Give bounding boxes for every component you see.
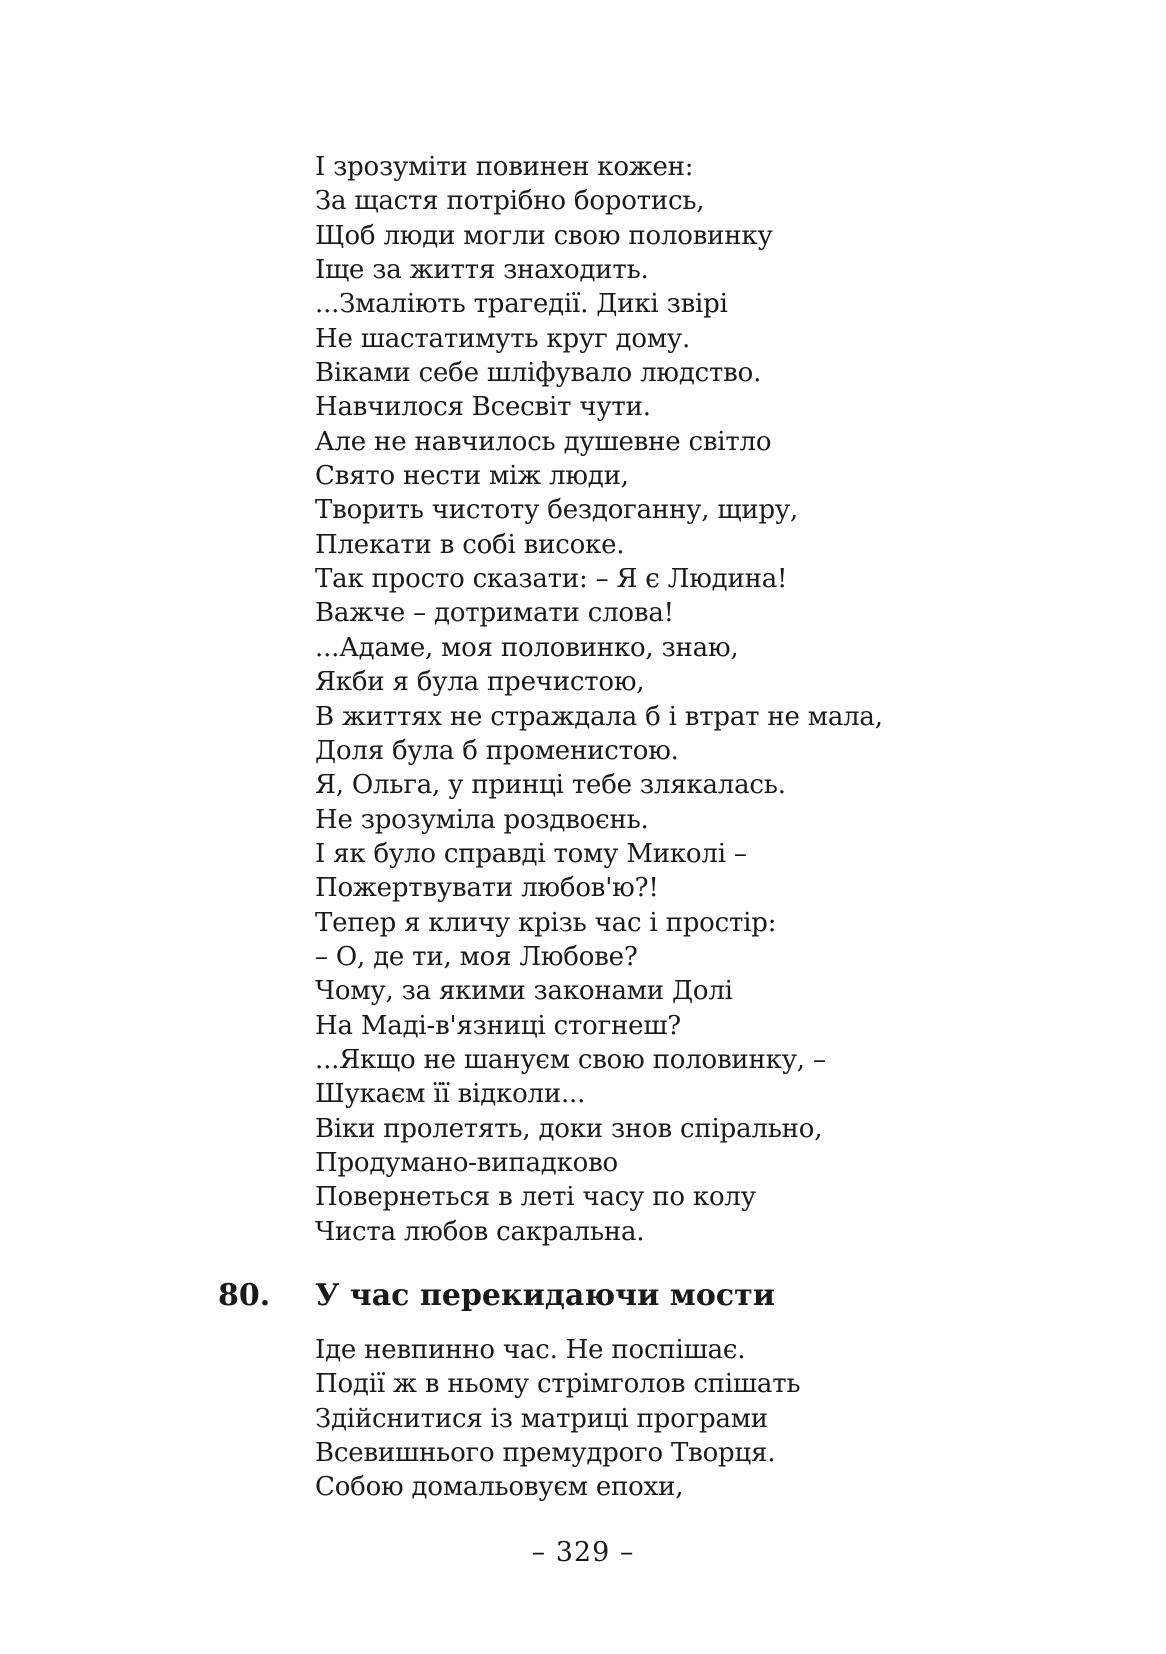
verse-line: Віками себе шліфувало людство. xyxy=(315,358,762,389)
verse-line: Не шастатимуть круг дому. xyxy=(315,323,691,354)
verse-line: Чиста любов сакральна. xyxy=(315,1216,645,1247)
verse-line: Якби я була пречистою, xyxy=(315,667,645,698)
verse-line: Чому, за якими законами Долі xyxy=(315,976,733,1007)
verse-line: І зрозуміти повинен кожен: xyxy=(315,152,694,182)
verse-line: Іде невпинно час. Не поспішає. xyxy=(315,1335,746,1365)
verse-line: Віки пролетять, доки знов спірально, xyxy=(315,1113,823,1144)
verse-line: Я, Ольга, у принці тебе злякалась. xyxy=(315,770,786,801)
verse-line: Продумано-випадково xyxy=(315,1147,618,1178)
verse-line: – О, де ти, моя Любове? xyxy=(315,941,638,972)
verse-line: Шукаєм її відколи... xyxy=(315,1079,586,1110)
verse-line: ...Змаліють трагедії. Дикі звірі xyxy=(315,289,728,320)
verse-line: Плекати в собі високе. xyxy=(315,529,625,560)
verse-line: Свято нести між люди, xyxy=(315,461,629,492)
verse-line: Тепер я кличу крізь час і простір: xyxy=(315,907,777,938)
poem-title: У час перекидаючи мости xyxy=(315,1278,775,1313)
verse-line: Але не навчилось душевне світло xyxy=(315,426,772,457)
verse-line: І як було справді тому Миколі – xyxy=(315,838,747,869)
poem-number: 80. xyxy=(218,1278,271,1313)
verse-line: Повернеться в леті часу по колу xyxy=(315,1182,756,1213)
verse-line: Іще за життя знаходить. xyxy=(315,255,649,286)
verse-line: Щоб люди могли свою половинку xyxy=(315,220,773,251)
verse-line: Доля була б променистою. xyxy=(315,735,679,766)
verse-line: За щастя потрібно боротись, xyxy=(315,186,705,217)
verse-line: Всевишнього премудрого Творця. xyxy=(315,1438,776,1469)
verse-line: Важче – дотримати слова! xyxy=(315,598,674,629)
verse-line: ...Якщо не шануєм свою половинку, – xyxy=(315,1044,826,1075)
verse-line: Не зрозуміла роздвоєнь. xyxy=(315,804,649,835)
verse-line: Пожертвувати любов'ю?! xyxy=(315,873,659,904)
verse-line: Собою домальовуєм епохи, xyxy=(315,1472,684,1503)
verse-line: ...Адаме, моя половинко, знаю, xyxy=(315,632,739,663)
page-number: – 329 – xyxy=(531,1537,635,1568)
poem-stanza-new xyxy=(315,1333,1115,1505)
verse-line: Події ж в ньому стрімголов спішать xyxy=(315,1369,801,1400)
verse-line: В життях не страждала б і втрат не мала, xyxy=(315,701,883,732)
verse-line: Творить чистоту бездоганну, щиру, xyxy=(315,495,799,526)
verse-line: На Маді-в'язниці стогнеш? xyxy=(315,1010,682,1041)
verse-line: Здійснитися із матриці програми xyxy=(315,1403,768,1434)
verse-line: Навчилося Всесвіт чути. xyxy=(315,392,651,423)
verse-line: Так просто сказати: – Я є Людина! xyxy=(315,564,788,595)
poem-stanza-continued xyxy=(315,150,1115,1249)
poem-heading xyxy=(218,1278,775,1322)
